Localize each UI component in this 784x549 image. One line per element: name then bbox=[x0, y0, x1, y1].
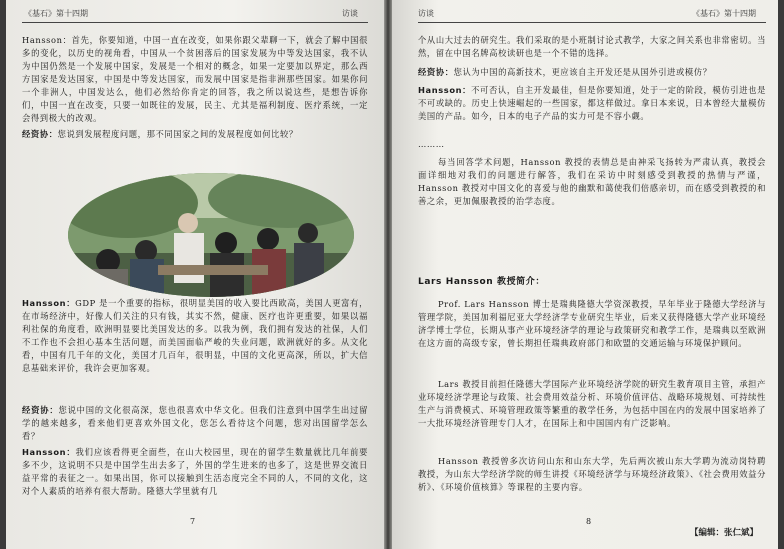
right-page bbox=[392, 0, 778, 549]
question-technology: 经资协：您认为中国的高新技术，更应该自主开发还是从国外引进或模仿？ bbox=[418, 67, 712, 77]
left-page-number: 7 bbox=[190, 517, 196, 526]
left-header-title: 《基石》第十四期 bbox=[24, 9, 88, 18]
book-spine bbox=[384, 0, 392, 549]
right-header-title: 《基石》第十四期 bbox=[692, 9, 756, 18]
intro-paragraph-teaching: Lars 教授目前担任隆德大学国际产业环境经济学院的研究生教育项目主管，承担产业环境经济学理论与政策、社会费用效益分析、环境价值评估、战略环境规划、可持续性生产与消费模式、环境管理政策等繁重的教学任务，为包括中国在内的发展中国家培养了一大批环境经济管理专门人才，在国际上和中国国内有广泛影响。 bbox=[418, 379, 766, 428]
answer-study-abroad-paragraph: Hansson：我们应该看得更全面些，在山大校园里，现在的留学生数量就比几年前要多不少，这说明不只是中国学生出去多了，外国的学生进来的也多了，这是世界交流日益平常的表征之一。如果出国，你可以接触到生活态度完全不同的人，不同的文化，这对个人素质的培养有很大帮助。隆德大学里就有几 bbox=[22, 447, 368, 496]
interview-photo-illustration bbox=[68, 173, 354, 297]
answer-continued-paragraph: 个从山大过去的研究生。我们采取的是小班制讨论式教学，大家之间关系也非常密切。当然，留在中国名牌高校读研也是一个不错的选择。 bbox=[418, 35, 766, 58]
intro-title: Lars Hansson 教授简介： bbox=[418, 277, 545, 287]
intro-paragraph-education: Prof. Lars Hansson 博士是瑞典隆德大学资深教授，早年毕业于隆德大学经济与管理学院，美国加利福尼亚大学经济学专业研究生毕业，后来又获得隆德大学产业环境经济学博士学位，长期从事产业环境经济学的理论与政策研究和教学工作，是瑞典以至欧洲在这方面的高级专家，曾长期担任瑞典政府部门和欧盟的交通运输与环境保护顾问。 bbox=[418, 299, 766, 348]
editor-credit: 【编辑：张仁斌】 bbox=[690, 528, 759, 538]
answer-development-paragraph: Hansson：首先，你要知道，中国一直在改变，如果你跟父辈聊一下，就会了解中国很多的变化，以历史的视角看，中国从一个贫困落后的国家发展为中等发达国家，我不认为中国仍然是一个发展中国家，发展是一个相对的概念，如果一定要加以界定，那么西方国家是发达国家，中国是中等发达国家，而发展中国家是指非洲那些国家。如果你问一个非洲人，中国发达么，他们必然给你肯定的回答，我之所以说这些，是想告诉你们，中国一直在改变，只要一如既往的发展，民主、尤其是福利制度、医疗系统，一定会得到极大的改观。 bbox=[22, 35, 368, 123]
intro-paragraph-visits: Hansson 教授曾多次访问山东和山东大学，先后两次被山东大学聘为流动岗特聘教授，为山东大学经济学院的师生讲授《环境经济学与环境经济政策》、《社会费用效益分析》、《环境价值核算》等课程的主要内容。 bbox=[418, 456, 766, 492]
right-header-rule bbox=[418, 22, 766, 23]
interview-photo bbox=[68, 173, 354, 297]
left-page bbox=[6, 0, 384, 549]
question-development-comparison: 经资协：您说到发展程度问题，那不同国家之间的发展程度如何比较？ bbox=[22, 129, 298, 139]
interview-summary-paragraph: 每当回答学术问题，Hansson 教授的表情总是由神采飞扬转为严肃认真，教授会面详细地对我们的问题进行解答，我们在采访中时刻感受到教授的热情与严谨，Hansson 教授对中国文化的喜爱与他的幽默和蔼使我们倍感亲切，而在感受到教授的和善之余，更加佩服教授的治学态度。 bbox=[418, 157, 766, 206]
question-culture-study-abroad: 经资协：您说中国的文化很高深，您也很喜欢中华文化。但我们注意到中国学生出过留学的越来越多，看来他们更喜欢外国文化，您怎么看待这个问题，您对出国留学怎么看？ bbox=[22, 405, 369, 441]
answer-technology-paragraph: Hansson：不可否认，自主开发最佳，但是你要知道，处于一定的阶段，模仿引进也是不可或缺的。历史上快速崛起的一些国家，都这样做过。拿日本来说，日本曾经大量模仿美国的产品。如今，日本的电子产品的实力可是不容小觑。 bbox=[418, 85, 767, 121]
answer-gdp-paragraph: Hansson：GDP 是一个重要的指标，很明显美国的收入要比西欧高，美国人更富有，在市场经济中，好像人们关注的只有钱，其实不然，健康、医疗也许更重要，如果以福利社保的角度看，欧洲明显要比美国发达的多。以我为例，我们拥有发达的社保，人们不工作也不会担心基本生活问题，而美国面临严峻的失业问题，欧洲就好的多。从文化看，中国有几千年的文化，美国才几百年，很明显，中国的文化更高深，所以，扩大信息基础来评价，我许会更加客观。 bbox=[22, 298, 369, 373]
ellipsis-separator: ……… bbox=[418, 139, 445, 149]
left-header-section: 访谈 bbox=[342, 9, 358, 18]
left-header-rule bbox=[22, 22, 368, 23]
right-header-section: 访谈 bbox=[418, 9, 434, 18]
right-page-number: 8 bbox=[586, 517, 592, 526]
